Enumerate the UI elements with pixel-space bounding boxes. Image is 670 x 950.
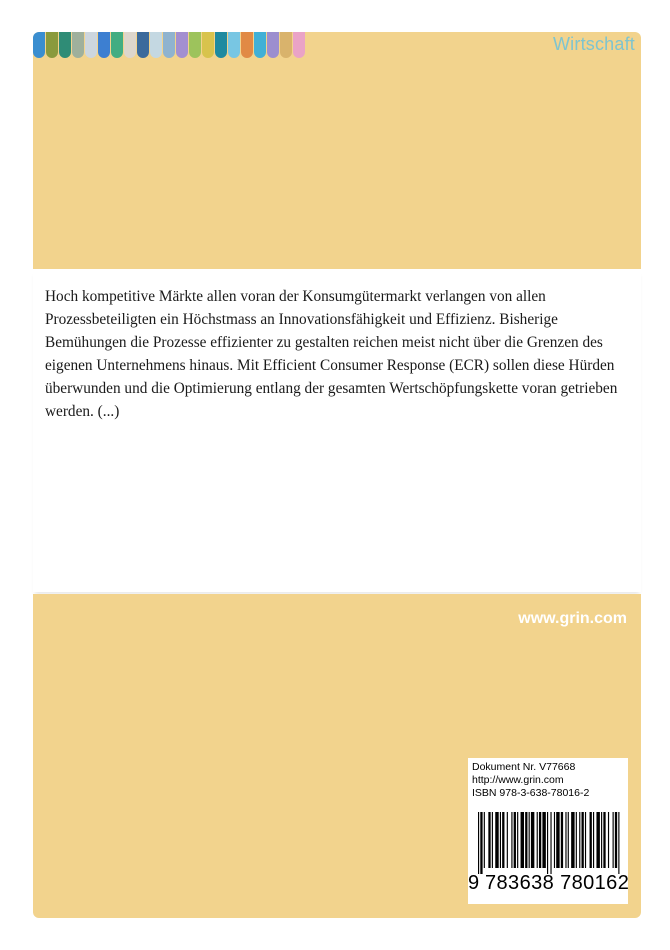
color-stripe bbox=[33, 32, 45, 58]
cover-bottom-panel bbox=[33, 594, 641, 918]
publisher-url[interactable]: www.grin.com bbox=[518, 610, 627, 627]
document-number: Dokument Nr. V77668 bbox=[472, 761, 576, 773]
color-stripe bbox=[163, 32, 175, 58]
color-stripe bbox=[189, 32, 201, 58]
color-stripe bbox=[111, 32, 123, 58]
color-stripe bbox=[137, 32, 149, 58]
cover-top-panel bbox=[33, 32, 641, 269]
category-label: Wirtschaft bbox=[552, 34, 635, 54]
color-stripe bbox=[280, 32, 292, 58]
blurb-text: Hoch kompetitive Märkte allen voran der Konsumgütermarkt verlangen von allen Prozessbeteiligten ein Höchstmass an Innovationsfähigkeit und Effizienz. Bisherige Bemühungen die Prozesse effizienter zu gestalten reichen meist nicht über die Grenzen des eigenen Unternehmens hinaus. Mit Efficient Consumer Response (ECR) sollen diese Hürden überwunden und die Optimierung entlang der gesamten Wertschöpfungskette voran getrieben werden. (...) bbox=[45, 288, 618, 421]
color-stripe bbox=[59, 32, 71, 58]
blurb-panel bbox=[33, 269, 641, 592]
color-stripe bbox=[293, 32, 305, 58]
color-stripe bbox=[228, 32, 240, 58]
color-stripes bbox=[33, 32, 306, 58]
color-stripe bbox=[150, 32, 162, 58]
isbn: ISBN 978-3-638-78016-2 bbox=[472, 787, 590, 799]
color-stripe bbox=[241, 32, 253, 58]
barcode-box bbox=[468, 758, 628, 904]
color-stripe bbox=[267, 32, 279, 58]
document-url: http://www.grin.com bbox=[472, 774, 564, 786]
barcode-icon bbox=[478, 812, 620, 874]
color-stripe bbox=[46, 32, 58, 58]
color-stripe bbox=[254, 32, 266, 58]
barcode-digit-first: 9 bbox=[468, 872, 480, 894]
color-stripe bbox=[124, 32, 136, 58]
color-stripe bbox=[202, 32, 214, 58]
color-stripe bbox=[85, 32, 97, 58]
barcode-digits bbox=[468, 870, 630, 896]
color-stripe bbox=[98, 32, 110, 58]
color-stripe bbox=[72, 32, 84, 58]
color-stripe bbox=[215, 32, 227, 58]
barcode-digit-rest: 783638 780162 bbox=[485, 872, 630, 894]
color-stripe bbox=[176, 32, 188, 58]
